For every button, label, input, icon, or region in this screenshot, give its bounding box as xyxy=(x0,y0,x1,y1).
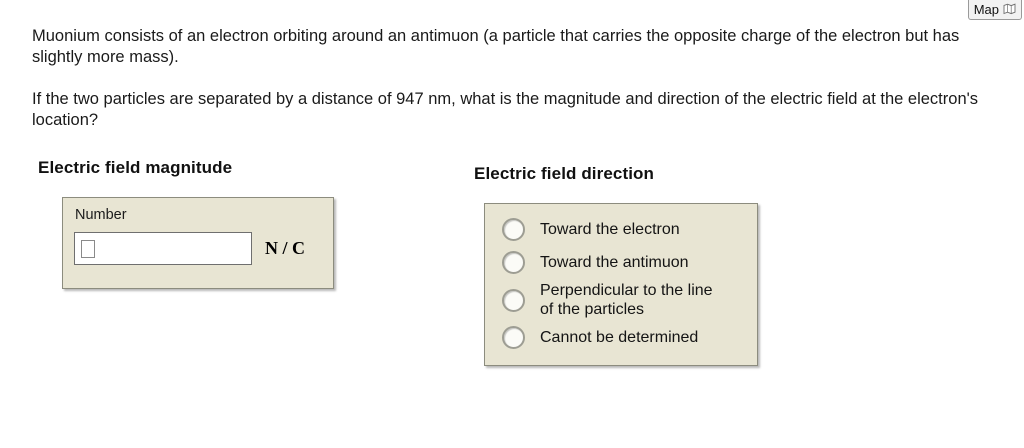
radio-option-label: Perpendicular to the line of the particles xyxy=(540,282,713,318)
radio-button-icon[interactable] xyxy=(502,326,525,349)
radio-button-icon[interactable] xyxy=(502,251,525,274)
number-label: Number xyxy=(75,207,127,223)
problem-statement xyxy=(32,26,992,131)
radio-option-perpendicular[interactable] xyxy=(485,279,757,321)
magnitude-entry-row xyxy=(74,232,323,265)
radio-option-toward-electron[interactable] xyxy=(485,213,757,246)
radio-option-label: Toward the electron xyxy=(540,221,680,238)
direction-answer-panel xyxy=(484,203,758,366)
radio-option-toward-antimuon[interactable] xyxy=(485,246,757,279)
units-label: N / C xyxy=(265,238,305,258)
map-tab-label: Map xyxy=(973,2,999,17)
problem-paragraph-2: If the two particles are separated by a distance of 947 nm, what is the magnitude and direction of the electric field at the electron's location? xyxy=(32,90,979,129)
radio-option-cannot-be-determined[interactable] xyxy=(485,321,757,354)
radio-option-label: Cannot be determined xyxy=(540,329,699,346)
radio-option-label: Toward the antimuon xyxy=(540,254,689,271)
problem-paragraph-1: Muonium consists of an electron orbiting around an antimuon (a particle that carries the opposite charge of the electron but has slightly more mass). xyxy=(32,27,960,66)
magnitude-answer-panel xyxy=(62,197,334,289)
map-pin-icon xyxy=(1003,3,1016,16)
map-tab[interactable] xyxy=(968,0,1022,20)
radio-button-icon[interactable] xyxy=(502,218,525,241)
direction-heading: Electric field direction xyxy=(474,164,655,183)
text-cursor xyxy=(81,240,95,258)
radio-button-icon[interactable] xyxy=(502,289,525,312)
magnitude-heading: Electric field magnitude xyxy=(38,158,233,177)
number-input[interactable] xyxy=(74,232,252,265)
